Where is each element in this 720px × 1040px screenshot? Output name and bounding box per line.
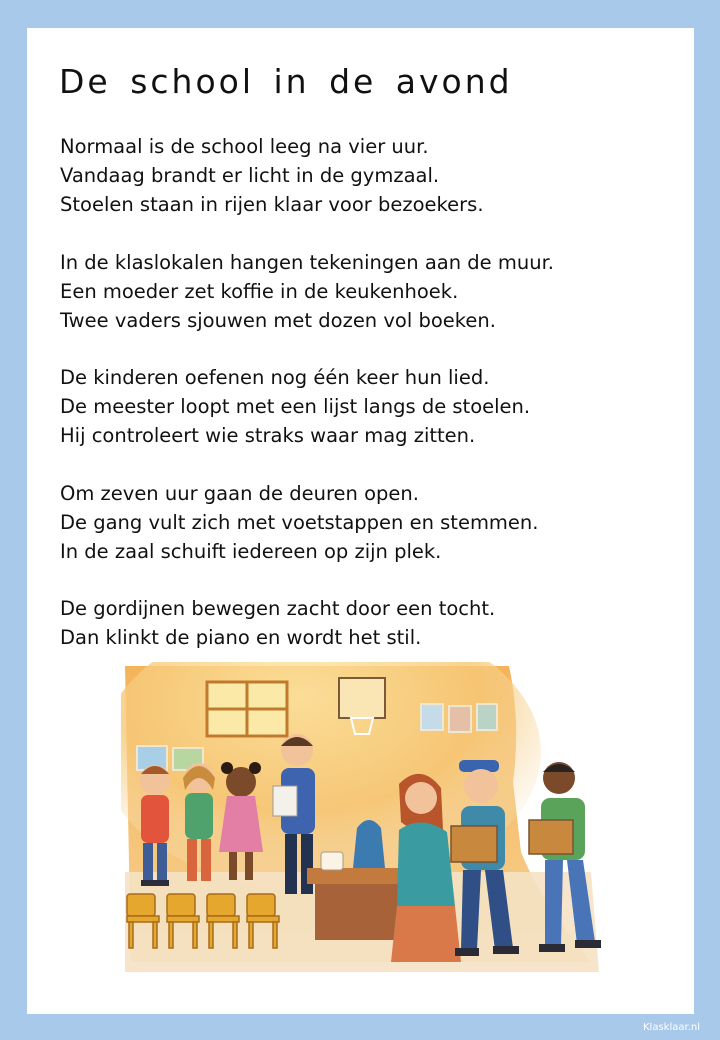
stanza-4 [60,479,680,566]
stanza-2 [60,248,680,335]
coffee-pot [353,820,385,868]
box-of-books [451,826,497,862]
box-of-books [529,820,573,854]
wall-drawing [449,706,471,732]
checklist [273,786,297,816]
wall-drawing [477,704,497,730]
poem-line: De meester loopt met een lijst langs de stoelen. [60,395,531,418]
stanza-1 [60,132,680,219]
poem-line: Twee vaders sjouwen met dozen vol boeken. [60,309,496,332]
poem-line: De kinderen oefenen nog één keer hun lied. [60,366,490,389]
poem-line: Dan klinkt de piano en wordt het stil. [60,626,422,649]
poem-line: In de zaal schuift iedereen op zijn plek. [60,540,442,563]
brand-footer: Klasklaar.nl [643,1022,700,1033]
poem-line: Om zeven uur gaan de deuren open. [60,482,419,505]
coffee-mug [321,852,343,870]
poem-line: De gordijnen bewegen zacht door een tocht. [60,597,496,620]
poem-line: Een moeder zet koffie in de keukenhoek. [60,280,459,303]
poem-line: De gang vult zich met voetstappen en stemmen. [60,511,539,534]
basketball-backboard [339,678,385,718]
poem-line: Normaal is de school leeg na vier uur. [60,135,429,158]
school-evening-illustration [121,662,603,976]
poem-line: In de klaslokalen hangen tekeningen aan de muur. [60,251,554,274]
stanza-5 [60,594,680,652]
poem-line: Hij controleert wie straks waar mag zitten. [60,424,476,447]
worksheet-page [27,28,694,1014]
poem-line: Vandaag brandt er licht in de gymzaal. [60,164,440,187]
poem-title: De school in de avond [59,62,513,101]
stanza-3 [60,363,680,450]
wall-drawing [421,704,443,730]
poem-line: Stoelen staan in rijen klaar voor bezoekers. [60,193,484,216]
